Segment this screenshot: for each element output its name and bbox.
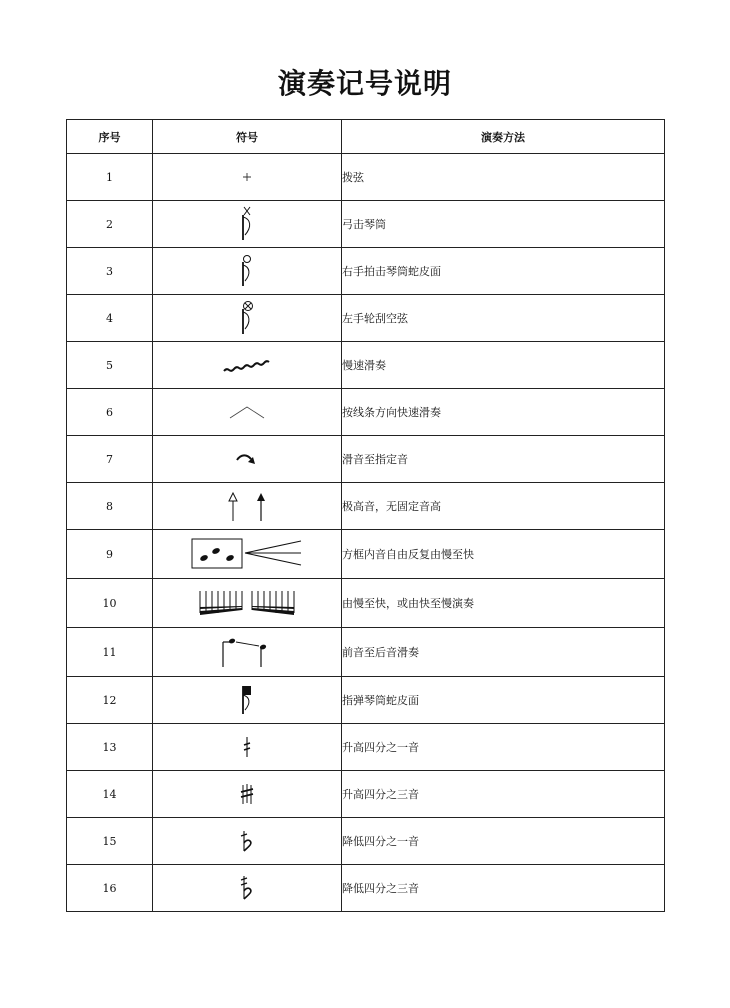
table-row <box>67 342 665 389</box>
page-title: 演奏记号说明 <box>277 67 452 100</box>
table-row <box>67 201 665 248</box>
table-row <box>67 483 665 530</box>
table-row <box>67 530 665 579</box>
row-method: 极高音，无固定音高 <box>342 483 665 530</box>
note-glide-icon <box>219 634 275 670</box>
accel-decel-beams-icon <box>197 585 297 621</box>
row-method: 拨弦 <box>342 154 665 201</box>
row-number: 11 <box>67 628 153 677</box>
table-row <box>67 724 665 771</box>
row-method: 弓击琴筒 <box>342 201 665 248</box>
curved-arrow-icon <box>234 449 260 469</box>
header-number: 序号 <box>67 120 153 154</box>
row-method: 降低四分之三音 <box>342 865 665 912</box>
row-number: 2 <box>67 201 153 248</box>
row-method: 由慢至快，或由快至慢演奏 <box>342 579 665 628</box>
circled-cross-note-stem-icon <box>236 299 258 337</box>
row-method: 降低四分之一音 <box>342 818 665 865</box>
row-number: 4 <box>67 295 153 342</box>
row-number: 14 <box>67 771 153 818</box>
quarter-sharp-icon <box>239 735 255 759</box>
row-number: 16 <box>67 865 153 912</box>
notation-table <box>66 119 665 912</box>
row-method: 按线条方向快速滑奏 <box>342 389 665 436</box>
quarter-flat-icon <box>238 828 256 854</box>
row-method: 升高四分之三音 <box>342 771 665 818</box>
row-number: 10 <box>67 579 153 628</box>
three-quarter-sharp-icon <box>238 782 256 806</box>
filled-square-stem-icon <box>236 683 258 717</box>
table-row <box>67 628 665 677</box>
table-row <box>67 248 665 295</box>
table-row <box>67 579 665 628</box>
header-symbol: 符号 <box>153 120 342 154</box>
row-method: 前音至后音滑奏 <box>342 628 665 677</box>
row-number: 3 <box>67 248 153 295</box>
row-method: 升高四分之一音 <box>342 724 665 771</box>
row-method: 方框内音自由反复由慢至快 <box>342 530 665 579</box>
table-row <box>67 436 665 483</box>
row-method: 指弹琴筒蛇皮面 <box>342 677 665 724</box>
wavy-glissando-icon <box>222 355 272 375</box>
row-number: 8 <box>67 483 153 530</box>
table-header-row <box>67 120 665 154</box>
row-method: 慢速滑奏 <box>342 342 665 389</box>
table-row <box>67 154 665 201</box>
row-number: 1 <box>67 154 153 201</box>
table-row <box>67 677 665 724</box>
row-number: 9 <box>67 530 153 579</box>
table-row <box>67 771 665 818</box>
boxed-notes-fan-icon <box>191 536 303 572</box>
three-quarter-flat-icon <box>238 874 256 902</box>
table-row <box>67 295 665 342</box>
row-number: 6 <box>67 389 153 436</box>
row-number: 15 <box>67 818 153 865</box>
circle-note-stem-icon <box>236 253 258 289</box>
caret-line-icon <box>227 402 267 422</box>
header-method: 演奏方法 <box>342 120 665 154</box>
plus-pluck-icon <box>237 167 257 187</box>
cross-note-stem-icon <box>236 205 258 243</box>
row-number: 5 <box>67 342 153 389</box>
row-method: 右手拍击琴筒蛇皮面 <box>342 248 665 295</box>
row-number: 12 <box>67 677 153 724</box>
table-row <box>67 865 665 912</box>
row-method: 滑音至指定音 <box>342 436 665 483</box>
table-row <box>67 389 665 436</box>
up-arrows-icon <box>222 489 272 523</box>
row-method: 左手轮刮空弦 <box>342 295 665 342</box>
row-number: 7 <box>67 436 153 483</box>
table-row <box>67 818 665 865</box>
row-number: 13 <box>67 724 153 771</box>
